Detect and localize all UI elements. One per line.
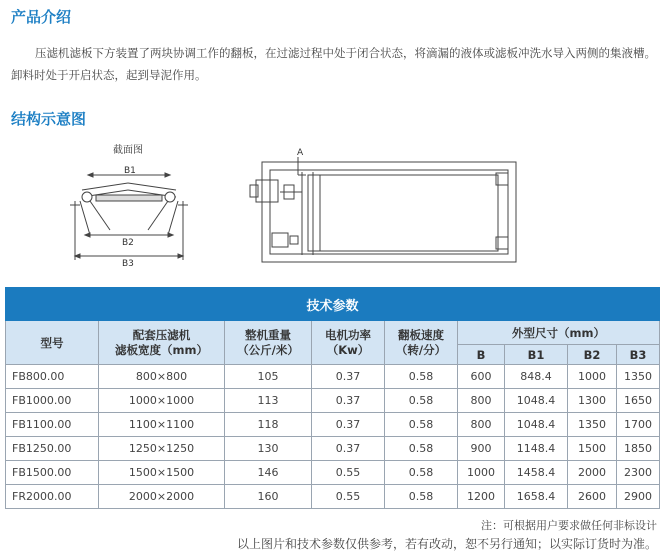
table-cell: 1000 <box>568 365 617 389</box>
table-cell: 0.58 <box>385 485 458 509</box>
table-cell: 600 <box>458 365 505 389</box>
table-cell: 1850 <box>617 437 660 461</box>
table-cell: 2000×2000 <box>99 485 225 509</box>
cell-model: FB1000.00 <box>6 389 99 413</box>
table-cell: 900 <box>458 437 505 461</box>
table-cell: 118 <box>225 413 312 437</box>
table-cell: 1000×1000 <box>99 389 225 413</box>
table-cell: 1048.4 <box>505 389 568 413</box>
table-cell: 2900 <box>617 485 660 509</box>
col-weight: 整机重量 （公斤/米） <box>225 321 312 365</box>
table-cell: 130 <box>225 437 312 461</box>
table-cell: 1458.4 <box>505 461 568 485</box>
table-cell: 800×800 <box>99 365 225 389</box>
table-cell: 0.58 <box>385 389 458 413</box>
table-caption: 技术参数 <box>6 288 660 321</box>
table-row <box>6 389 660 413</box>
table-row <box>6 413 660 437</box>
table-cell: 1700 <box>617 413 660 437</box>
cell-model: FB1500.00 <box>6 461 99 485</box>
mark-a: A <box>297 148 304 158</box>
structure-title: 结构示意图 <box>11 110 87 128</box>
table-cell: 1200 <box>458 485 505 509</box>
table-cell: 0.37 <box>312 413 385 437</box>
table-cell: 160 <box>225 485 312 509</box>
col-speed: 翻板速度 （转/分） <box>385 321 458 365</box>
table-cell: 1350 <box>568 413 617 437</box>
table-cell: 0.58 <box>385 365 458 389</box>
top-view-drawing <box>250 148 516 262</box>
table-cell: 800 <box>458 389 505 413</box>
table-cell: 0.58 <box>385 461 458 485</box>
tech-params-table <box>5 287 660 509</box>
table-cell: 1500 <box>568 437 617 461</box>
table-cell: 0.37 <box>312 437 385 461</box>
dim-b1: B1 <box>124 166 136 176</box>
cell-model: FR2000.00 <box>6 485 99 509</box>
table-cell: 0.58 <box>385 437 458 461</box>
table-cell: 1650 <box>617 389 660 413</box>
table-row <box>6 365 660 389</box>
table-cell: 0.37 <box>312 365 385 389</box>
cross-section-drawing <box>70 143 188 269</box>
section-label: 截面图 <box>113 145 143 156</box>
table-cell: 1000 <box>458 461 505 485</box>
table-cell: 0.58 <box>385 413 458 437</box>
table-cell: 0.37 <box>312 389 385 413</box>
cell-model: FB800.00 <box>6 365 99 389</box>
table-cell: 2600 <box>568 485 617 509</box>
table-cell: 113 <box>225 389 312 413</box>
table-row <box>6 485 660 509</box>
table-cell: 1350 <box>617 365 660 389</box>
custom-design-note: 注：可根据用户要求做任何非标设计 <box>481 519 657 532</box>
col-b2: B2 <box>568 345 617 365</box>
col-plate-width: 配套压滤机 滤板宽度（mm） <box>99 321 225 365</box>
table-cell: 800 <box>458 413 505 437</box>
product-intro-title: 产品介绍 <box>11 8 72 26</box>
col-dims: 外型尺寸（mm） <box>458 321 660 345</box>
table-body <box>6 365 660 509</box>
table-cell: 1250×1250 <box>99 437 225 461</box>
product-intro-text: 压滤机滤板下方装置了两块协调工作的翻板，在过滤过程中处于闭合状态，将滴漏的液体或滤板冲洗水导入两侧的集液槽。卸料时处于开启状态，起到导泥作用。 <box>11 46 656 82</box>
disclaimer-note: 以上图片和技术参数仅供参考，若有改动，恕不另行通知；以实际订货时为准。 <box>236 537 657 551</box>
table-cell: 2000 <box>568 461 617 485</box>
col-b1: B1 <box>505 345 568 365</box>
col-model: 型号 <box>6 321 99 365</box>
table-row <box>6 461 660 485</box>
cell-model: FB1250.00 <box>6 437 99 461</box>
col-b: B <box>458 345 505 365</box>
dim-b3: B3 <box>122 259 134 269</box>
table-cell: 146 <box>225 461 312 485</box>
col-power: 电机功率 （Kw） <box>312 321 385 365</box>
structure-diagram <box>0 135 665 280</box>
table-cell: 1658.4 <box>505 485 568 509</box>
table-cell: 1500×1500 <box>99 461 225 485</box>
col-b3: B3 <box>617 345 660 365</box>
table-cell: 1300 <box>568 389 617 413</box>
table-cell: 1148.4 <box>505 437 568 461</box>
table-cell: 1100×1100 <box>99 413 225 437</box>
table-row <box>6 437 660 461</box>
table-cell: 0.55 <box>312 461 385 485</box>
cell-model: FB1100.00 <box>6 413 99 437</box>
table-cell: 2300 <box>617 461 660 485</box>
table-cell: 105 <box>225 365 312 389</box>
table-cell: 1048.4 <box>505 413 568 437</box>
table-cell: 848.4 <box>505 365 568 389</box>
table-cell: 0.55 <box>312 485 385 509</box>
dim-b2: B2 <box>122 238 134 248</box>
